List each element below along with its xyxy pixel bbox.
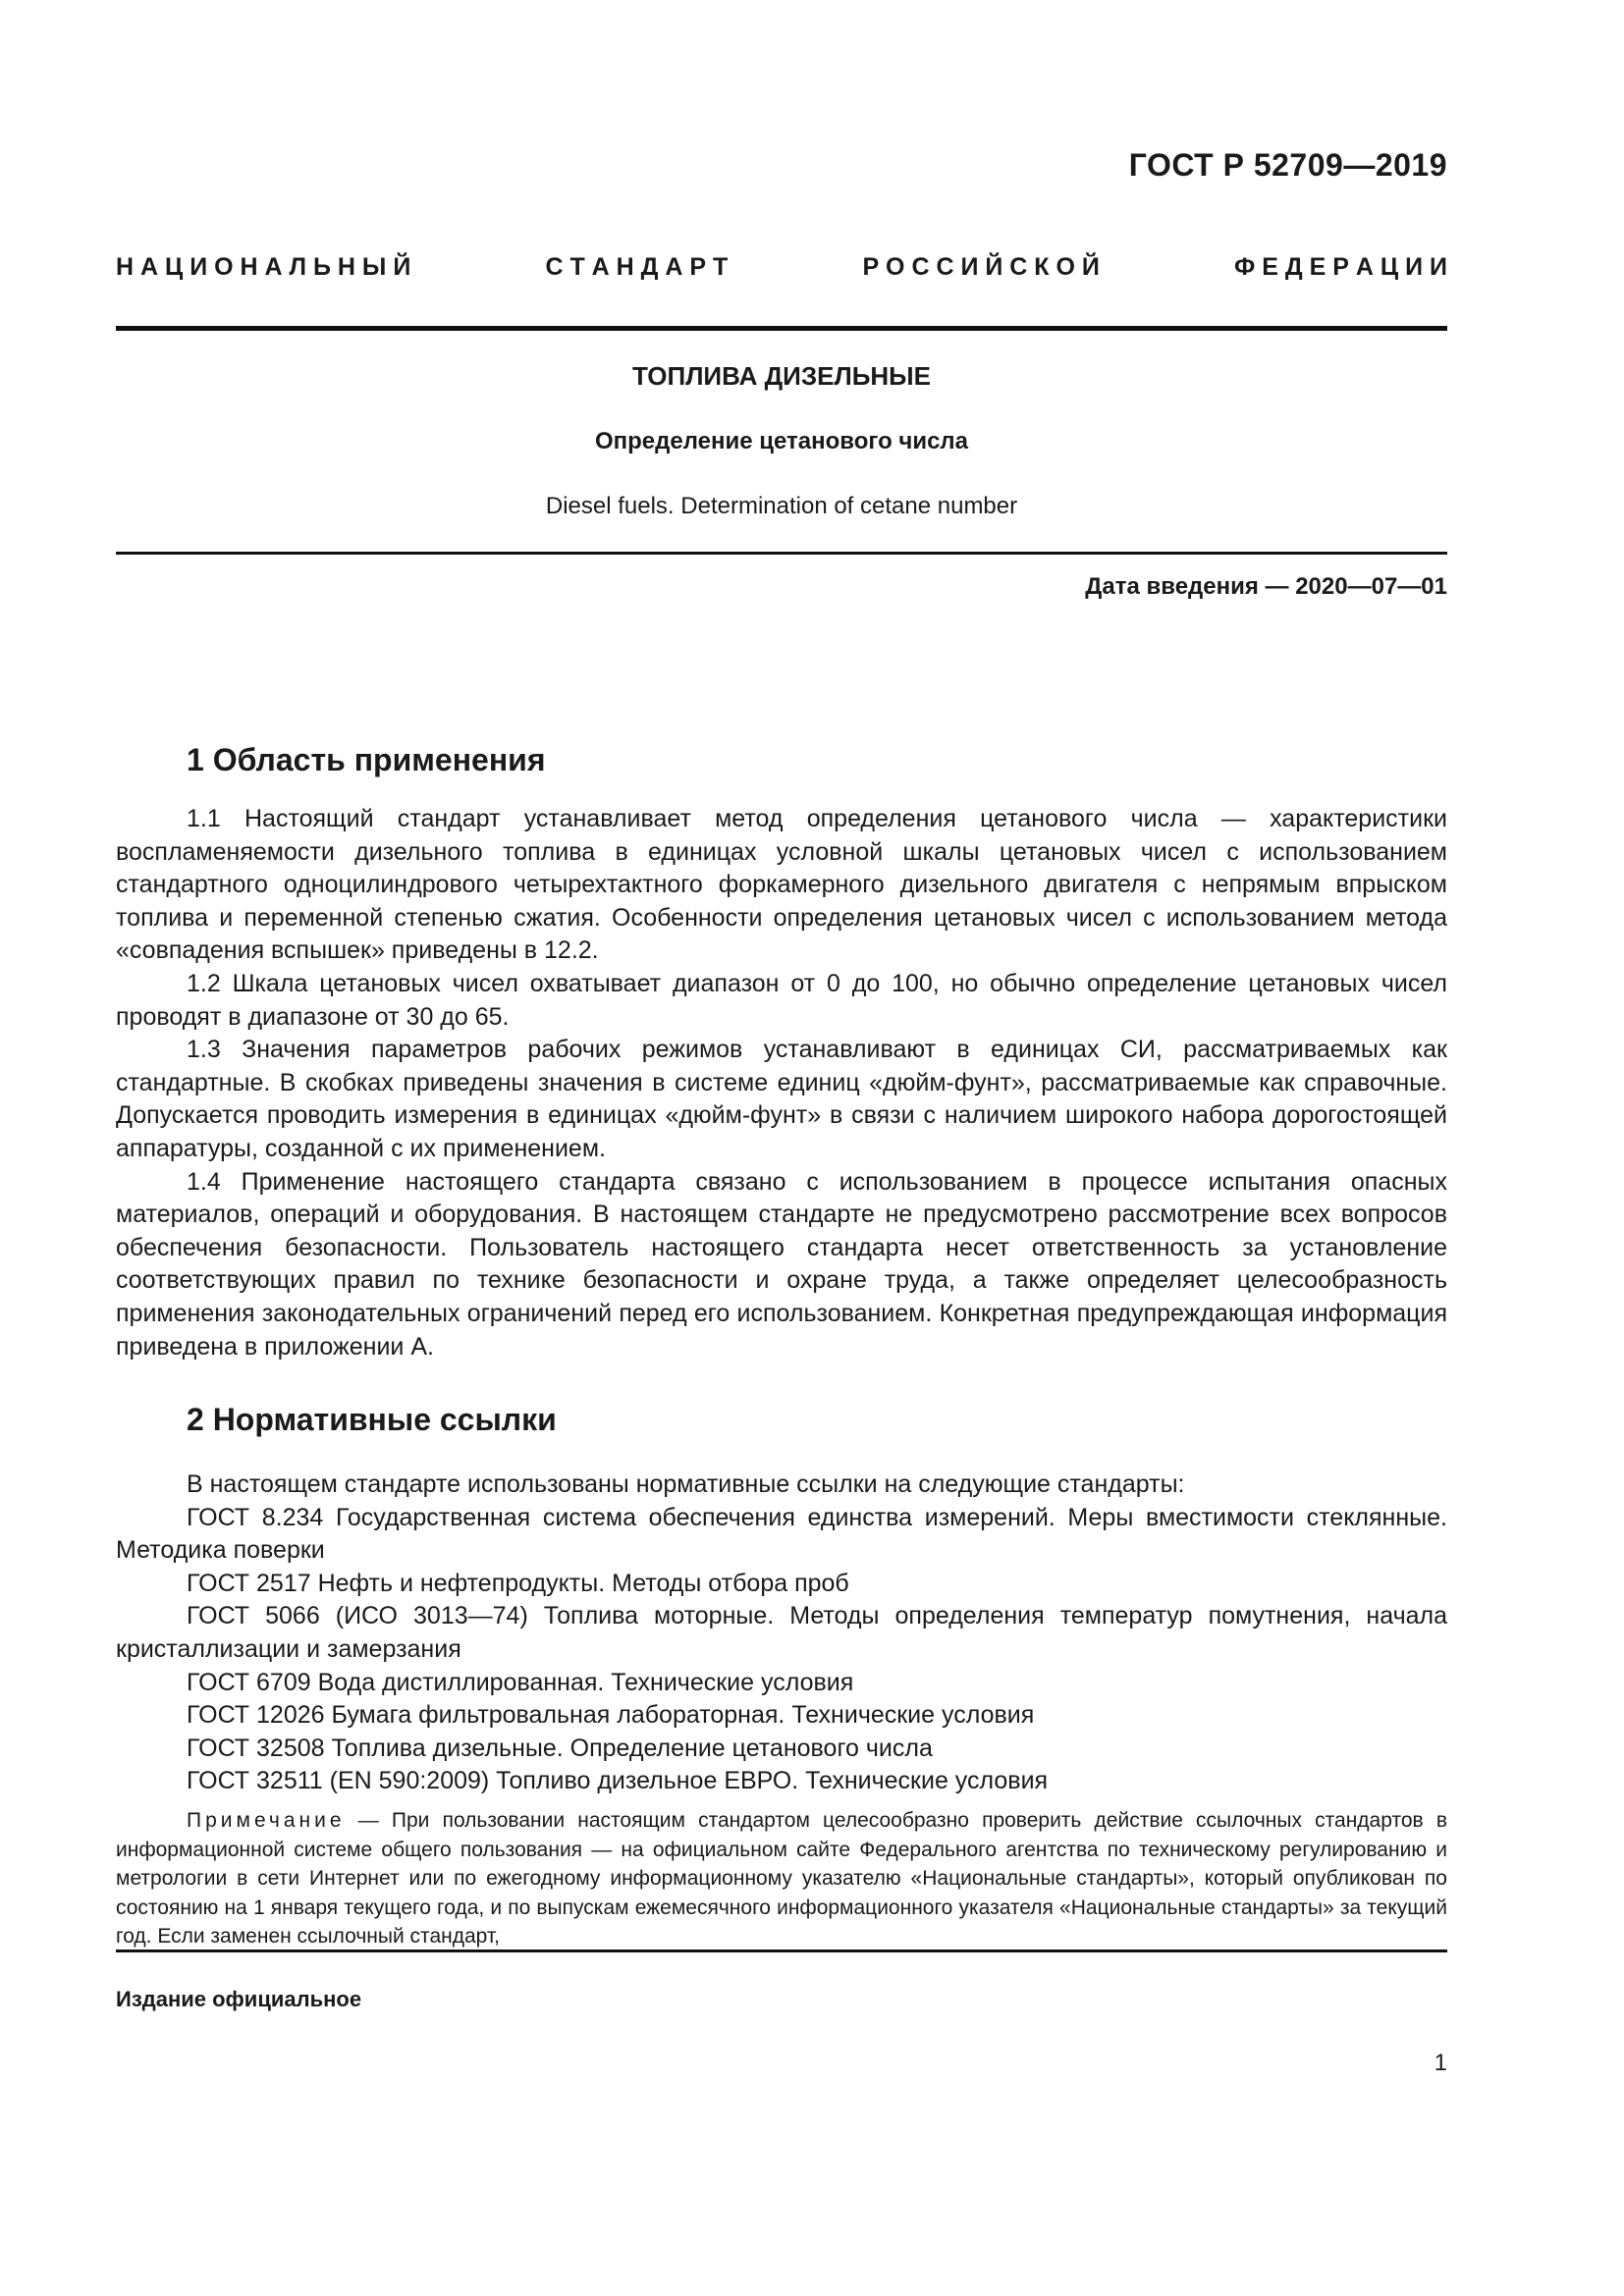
reference-item: ГОСТ 12026 Бумага фильтровальная лабораторная. Технические условия [187, 1701, 1035, 1730]
header-rule [116, 326, 1447, 331]
note-block [116, 1806, 1447, 1951]
paragraph: В настоящем стандарте использованы нормативные ссылки на следующие стандарты: [187, 1470, 1185, 1498]
banner-word: Р О С С И Й С К О Й [862, 253, 1100, 281]
document-page [116, 0, 1447, 2296]
reference-item: ГОСТ 32508 Топлива дизельные. Определение цетанового числа [187, 1734, 933, 1762]
page-number: 1 [1434, 2050, 1447, 2076]
paragraph: 1.1 Настоящий стандарт устанавливает метод определения цетанового числа — характеристики воспламеняемости дизельного топлива в единицах условной шкалы цетановых чисел с использованием стандартного одноцилиндрового четырехтактного форкамерного дизельного двигателя с непрямым впрыском топлива и переменной степенью сжатия. Особенности определения цетановых чисел с использованием метода «совпадения вспышек» приведены в 12.2. [116, 805, 1447, 965]
document-code: ГОСТ Р 52709—2019 [1128, 147, 1447, 183]
banner-word: С Т А Н Д А Р Т [545, 253, 729, 281]
national-standard-banner [116, 253, 1447, 282]
footer-rule [116, 1949, 1447, 1952]
reference-item: ГОСТ 6709 Вода дистиллированная. Технические условия [187, 1668, 854, 1696]
paragraph: 1.4 Применение настоящего стандарта связано с использованием в процессе испытания опасных материалов, операций и оборудования. В настоящем стандарте не предусмотрено рассмотрение всех вопросов обеспечения безопасности. Пользователь настоящего стандарта несет ответственность за установление соответствующих правил по технике безопасности и охране труда, а также определяет целесообразность применения законодательных ограничений перед его использованием. Конкретная предупреждающая информация приведена в приложении А. [116, 1167, 1447, 1361]
paragraph: 1.2 Шкала цетановых чисел охватывает диапазон от 0 до 100, но обычно определение цетановых чисел проводят в диапазоне от 30 до 65. [116, 969, 1447, 1031]
section-1-body [116, 803, 1447, 1363]
reference-item: ГОСТ 32511 (EN 590:2009) Топливо дизельное ЕВРО. Технические условия [187, 1767, 1049, 1795]
section-2-heading: 2 Нормативные ссылки [187, 1402, 557, 1437]
document-title: ТОПЛИВА ДИЗЕЛЬНЫЕ [632, 361, 931, 391]
banner-word: Ф Е Д Е Р А Ц И И [1233, 253, 1447, 281]
reference-item: ГОСТ 8.234 Государственная система обеспечения единства измерений. Меры вместимости стеклянные. Методика поверки [116, 1503, 1447, 1565]
section-1-heading: 1 Область применения [187, 742, 546, 777]
reference-item: ГОСТ 2517 Нефть и нефтепродукты. Методы отбора проб [187, 1569, 849, 1597]
section-2-body [116, 1468, 1447, 1798]
note-text: — При пользовании настоящим стандартом целесообразно проверить действие ссылочных стандартов в информационной системе общего пользования — на официальном сайте Федерального агентства по техническому регулированию и метрологии в сети Интернет или по ежегодному информационному указателю «Национальные стандарты», который опубликован по состоянию на 1 января текущего года, и по выпускам ежемесячного информационного указателя «Национальные стандарты» за текущий год. Если заменен ссылочный стандарт, [116, 1809, 1447, 1948]
title-rule [116, 552, 1447, 555]
english-title: Diesel fuels. Determination of cetane number [545, 493, 1018, 519]
paragraph: 1.3 Значения параметров рабочих режимов устанавливают в единицах СИ, рассматриваемых как стандартные. В скобках приведены значения в системе единиц «дюйм-фунт», рассматриваемые как справочные. Допускается проводить измерения в единицах «дюйм-фунт» в связи с наличием широкого набора дорогостоящей аппаратуры, созданной с их применением. [116, 1036, 1447, 1162]
note-label: Примечание [187, 1809, 346, 1832]
official-edition-label: Издание официальное [116, 1987, 362, 2011]
reference-item: ГОСТ 5066 (ИСО 3013—74) Топлива моторные. Методы определения температур помутнения, начала кристаллизации и замерзания [116, 1602, 1447, 1663]
banner-word: Н А Ц И О Н А Л Ь Н Ы Й [116, 253, 411, 281]
introduction-date: Дата введения — 2020—07—01 [1085, 573, 1447, 600]
document-subtitle: Определение цетанового числа [594, 428, 969, 454]
